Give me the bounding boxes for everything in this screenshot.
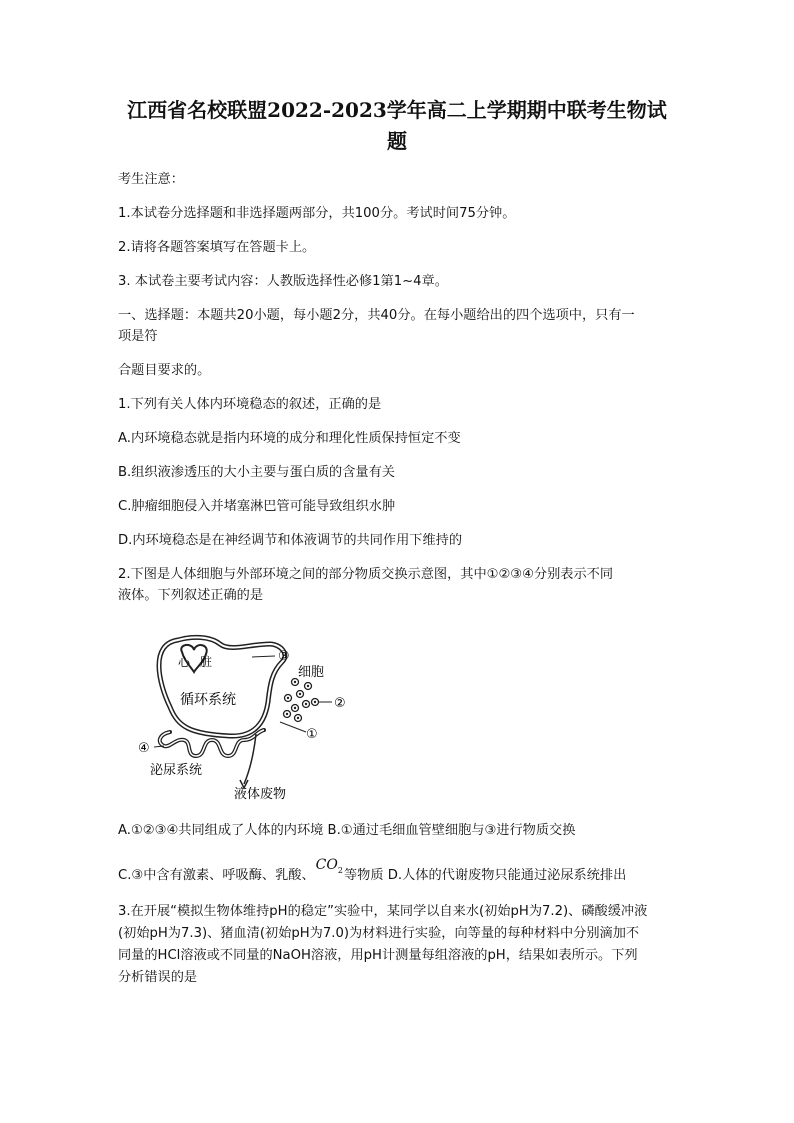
- q3-line-4: 分析错误的是: [118, 970, 198, 985]
- q1-option-a: A.内环境稳态就是指内环境的成分和理化性质保持恒定不变: [118, 431, 461, 446]
- liquid-waste-label: 液体废物: [234, 787, 287, 802]
- notice-item-2: 2.请将各题答案填写在答题卡上。: [118, 240, 316, 255]
- notice-heading: 考生注意：: [118, 172, 184, 187]
- notice-item-3: 3. 本试卷主要考试内容：人教版选择性必修1第1~4章。: [118, 274, 448, 289]
- q2-option-c-prefix: C.③中含有激素、呼吸酶、乳酸、: [118, 868, 315, 883]
- q3-line-2: (初始pH为7.3)、猪血清(初始pH为7.0)为材料进行实验，向等量的每种材料中分别滴加不: [118, 926, 640, 941]
- cell-cluster: [284, 679, 319, 722]
- marker-4: ④: [138, 741, 150, 756]
- q2-option-c-d-suffix: 等物质 D.人体的代谢废物只能通过泌尿系统排出: [343, 868, 627, 883]
- q1-stem: 1.下列有关人体内环境稳态的叙述，正确的是: [118, 397, 382, 412]
- urinary-label: 泌尿系统: [150, 763, 203, 778]
- marker-3: ③: [278, 649, 290, 664]
- notice-item-1: 1.本试卷分选择题和非选择题两部分，共100分。考试时间75分钟。: [118, 206, 516, 221]
- marker-3-leader: [252, 656, 275, 657]
- q3-line-1: 3.在开展“模拟生物体维持pH的稳定”实验中，某同学以自来水(初始pH为7.2)、磷酸缓冲液: [118, 904, 648, 919]
- q1-option-d: D.内环境稳态是在神经调节和体液调节的共同作用下维持的: [118, 533, 463, 548]
- title-line-1: 江西省名校联盟2022-2023学年高二上学期期中联考生物试: [127, 98, 667, 122]
- q2-options-ab: A.①②③④共同组成了人体的内环境 B.①通过毛细血管壁细胞与③进行物质交换: [118, 823, 576, 838]
- section-1-line-3: 合题目要求的。: [118, 363, 211, 378]
- q2-options-cd: [118, 857, 678, 890]
- q3-line-3: 同量的HCl溶液或不同量的NaOH溶液，用pH计测量每组溶液的pH，结果如表所示。下列: [118, 948, 638, 963]
- marker-1: ①: [306, 727, 318, 742]
- marker-1-leader: [280, 722, 306, 732]
- q1-option-c: C.肿瘤细胞侵入并堵塞淋巴管可能导致组织水肿: [118, 499, 396, 514]
- cell-label: 细胞: [298, 665, 325, 680]
- exchange-diagram: [130, 622, 370, 808]
- co2-base: CO: [315, 857, 338, 873]
- q2-stem-line-2: 液体。下列叙述正确的是: [118, 588, 264, 603]
- co2-sub: 2: [337, 865, 343, 875]
- heart-label-2: 脏: [200, 655, 213, 669]
- heart-label-1: 心: [178, 655, 191, 669]
- section-1-line-1: 一、选择题：本题共20小题，每小题2分，共40分。在每小题给出的四个选项中，只有一: [118, 308, 635, 323]
- q1-option-b: B.组织液渗透压的大小主要与蛋白质的含量有关: [118, 465, 395, 480]
- q2-stem-line-1: 2.下图是人体细胞与外部环境之间的部分物质交换示意图，其中①②③④分别表示不同: [118, 567, 614, 582]
- title-line-2: 题: [387, 129, 407, 153]
- circulation-label: 循环系统: [180, 692, 236, 708]
- marker-2: ②: [334, 696, 346, 711]
- section-1-line-2: 项是符: [118, 329, 158, 344]
- co2-formula: [316, 856, 343, 880]
